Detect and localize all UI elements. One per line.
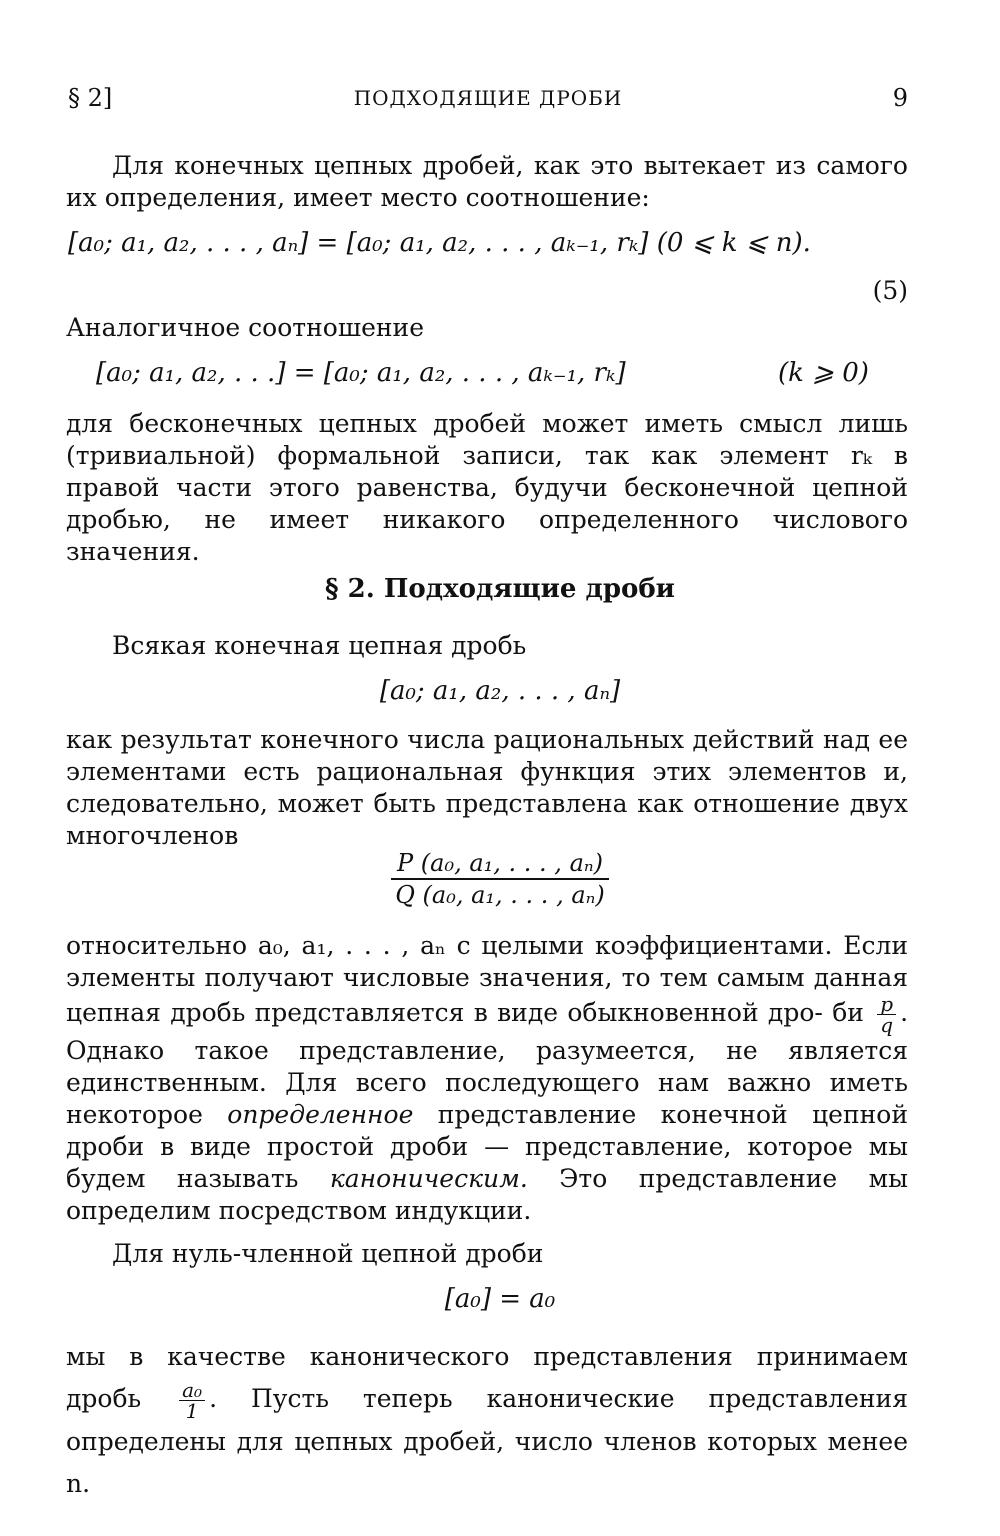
equation-infinite <box>96 358 626 388</box>
p8-start: мы в качестве канонического представления принимаем дробь <box>66 1342 908 1413</box>
running-head <box>68 84 908 124</box>
p-over-q-fraction <box>877 994 896 1035</box>
equation-finite-fraction: [a₀; a₁, a₂, . . . , aₙ] <box>379 676 621 706</box>
p-numerator: p <box>877 994 896 1015</box>
paragraph-analogous: Аналогичное соотношение <box>66 313 424 342</box>
equation-number-5: (5) <box>872 276 908 305</box>
paragraph-representation <box>66 930 908 1227</box>
p8-end: . Пусть теперь канонические представления определены для цепных дробей, число членов которых менее n. <box>66 1384 908 1498</box>
p6-end: Это представление мы определим посредством индукции. <box>66 1164 908 1225</box>
p6-bi: би <box>832 998 864 1027</box>
paragraph-rational-function: как результат конечного числа рациональных действий над ее элементами есть рациональная функция этих элементов и, следовательно, может быть представлена как отношение двух многочленов <box>66 725 908 850</box>
equation-ratio <box>0 848 1000 910</box>
running-title: ПОДХОДЯЩИЕ ДРОБИ <box>353 86 623 110</box>
section-reference: § 2] <box>68 84 113 112</box>
paragraph-finite-relation: Для конечных цепных дробей, как это вытекает из самого их определения, имеет место соотношение: <box>66 151 908 212</box>
equation-5: [a₀; a₁, a₂, . . . , aₙ] = [a₀; a₁, a₂, . . . , aₖ₋₁, rₖ] (0 ⩽ k ⩽ n). <box>68 228 811 258</box>
p6-line1: относительно a₀, a₁, . . . , aₙ с целыми коэффициентами. Если элементы получают числовые значения, то тем самым данная цепная дробь представляется в виде обыкновенной дро- <box>66 931 908 1027</box>
paragraph-canonical-definition <box>66 1336 908 1505</box>
equation-infinite-body: [a₀; a₁, a₂, . . .] = [a₀; a₁, a₂, . . . , aₖ₋₁, rₖ] <box>96 358 626 388</box>
ratio-numerator: P (a₀, a₁, . . . , aₙ) <box>391 848 608 880</box>
paragraph-every-finite: Всякая конечная цепная дробь <box>112 631 527 660</box>
equation-infinite-condition: (k ⩾ 0) <box>778 358 869 388</box>
paragraph-zero-term: Для нуль-членной цепной дроби <box>112 1239 544 1268</box>
one-denominator: 1 <box>185 1399 199 1423</box>
ratio-denominator: Q (a₀, a₁, . . . , aₙ) <box>395 881 605 909</box>
a0-numerator: a₀ <box>179 1380 205 1401</box>
page-number: 9 <box>892 84 908 112</box>
ratio-fraction <box>391 848 608 910</box>
paragraph-infinite-meaning: для бесконечных цепных дробей может иметь смысл лишь (тривиальной) формальной записи, так как элемент rₖ в правой части этого равенства, будучи бесконечной цепной дробью, не имеет никакого определенного числового значения. <box>66 409 908 566</box>
p6-mid: представление конечной цепной дроби в виде простой дроби — представление, которое мы будем называть <box>66 1100 908 1193</box>
p6-after-frac: . Однако такое представление, разумеется, не является единственным. Для всего последующего нам важно иметь некоторое <box>66 998 909 1129</box>
equation-zero-term: [a₀] = a₀ <box>444 1284 556 1314</box>
a0-over-1-fraction <box>179 1380 205 1421</box>
emphasis-canonical: каноническим. <box>329 1164 528 1193</box>
q-denominator: q <box>880 1013 894 1037</box>
emphasis-definite: определенное <box>227 1100 414 1129</box>
section-title: § 2. Подходящие дроби <box>325 574 675 604</box>
